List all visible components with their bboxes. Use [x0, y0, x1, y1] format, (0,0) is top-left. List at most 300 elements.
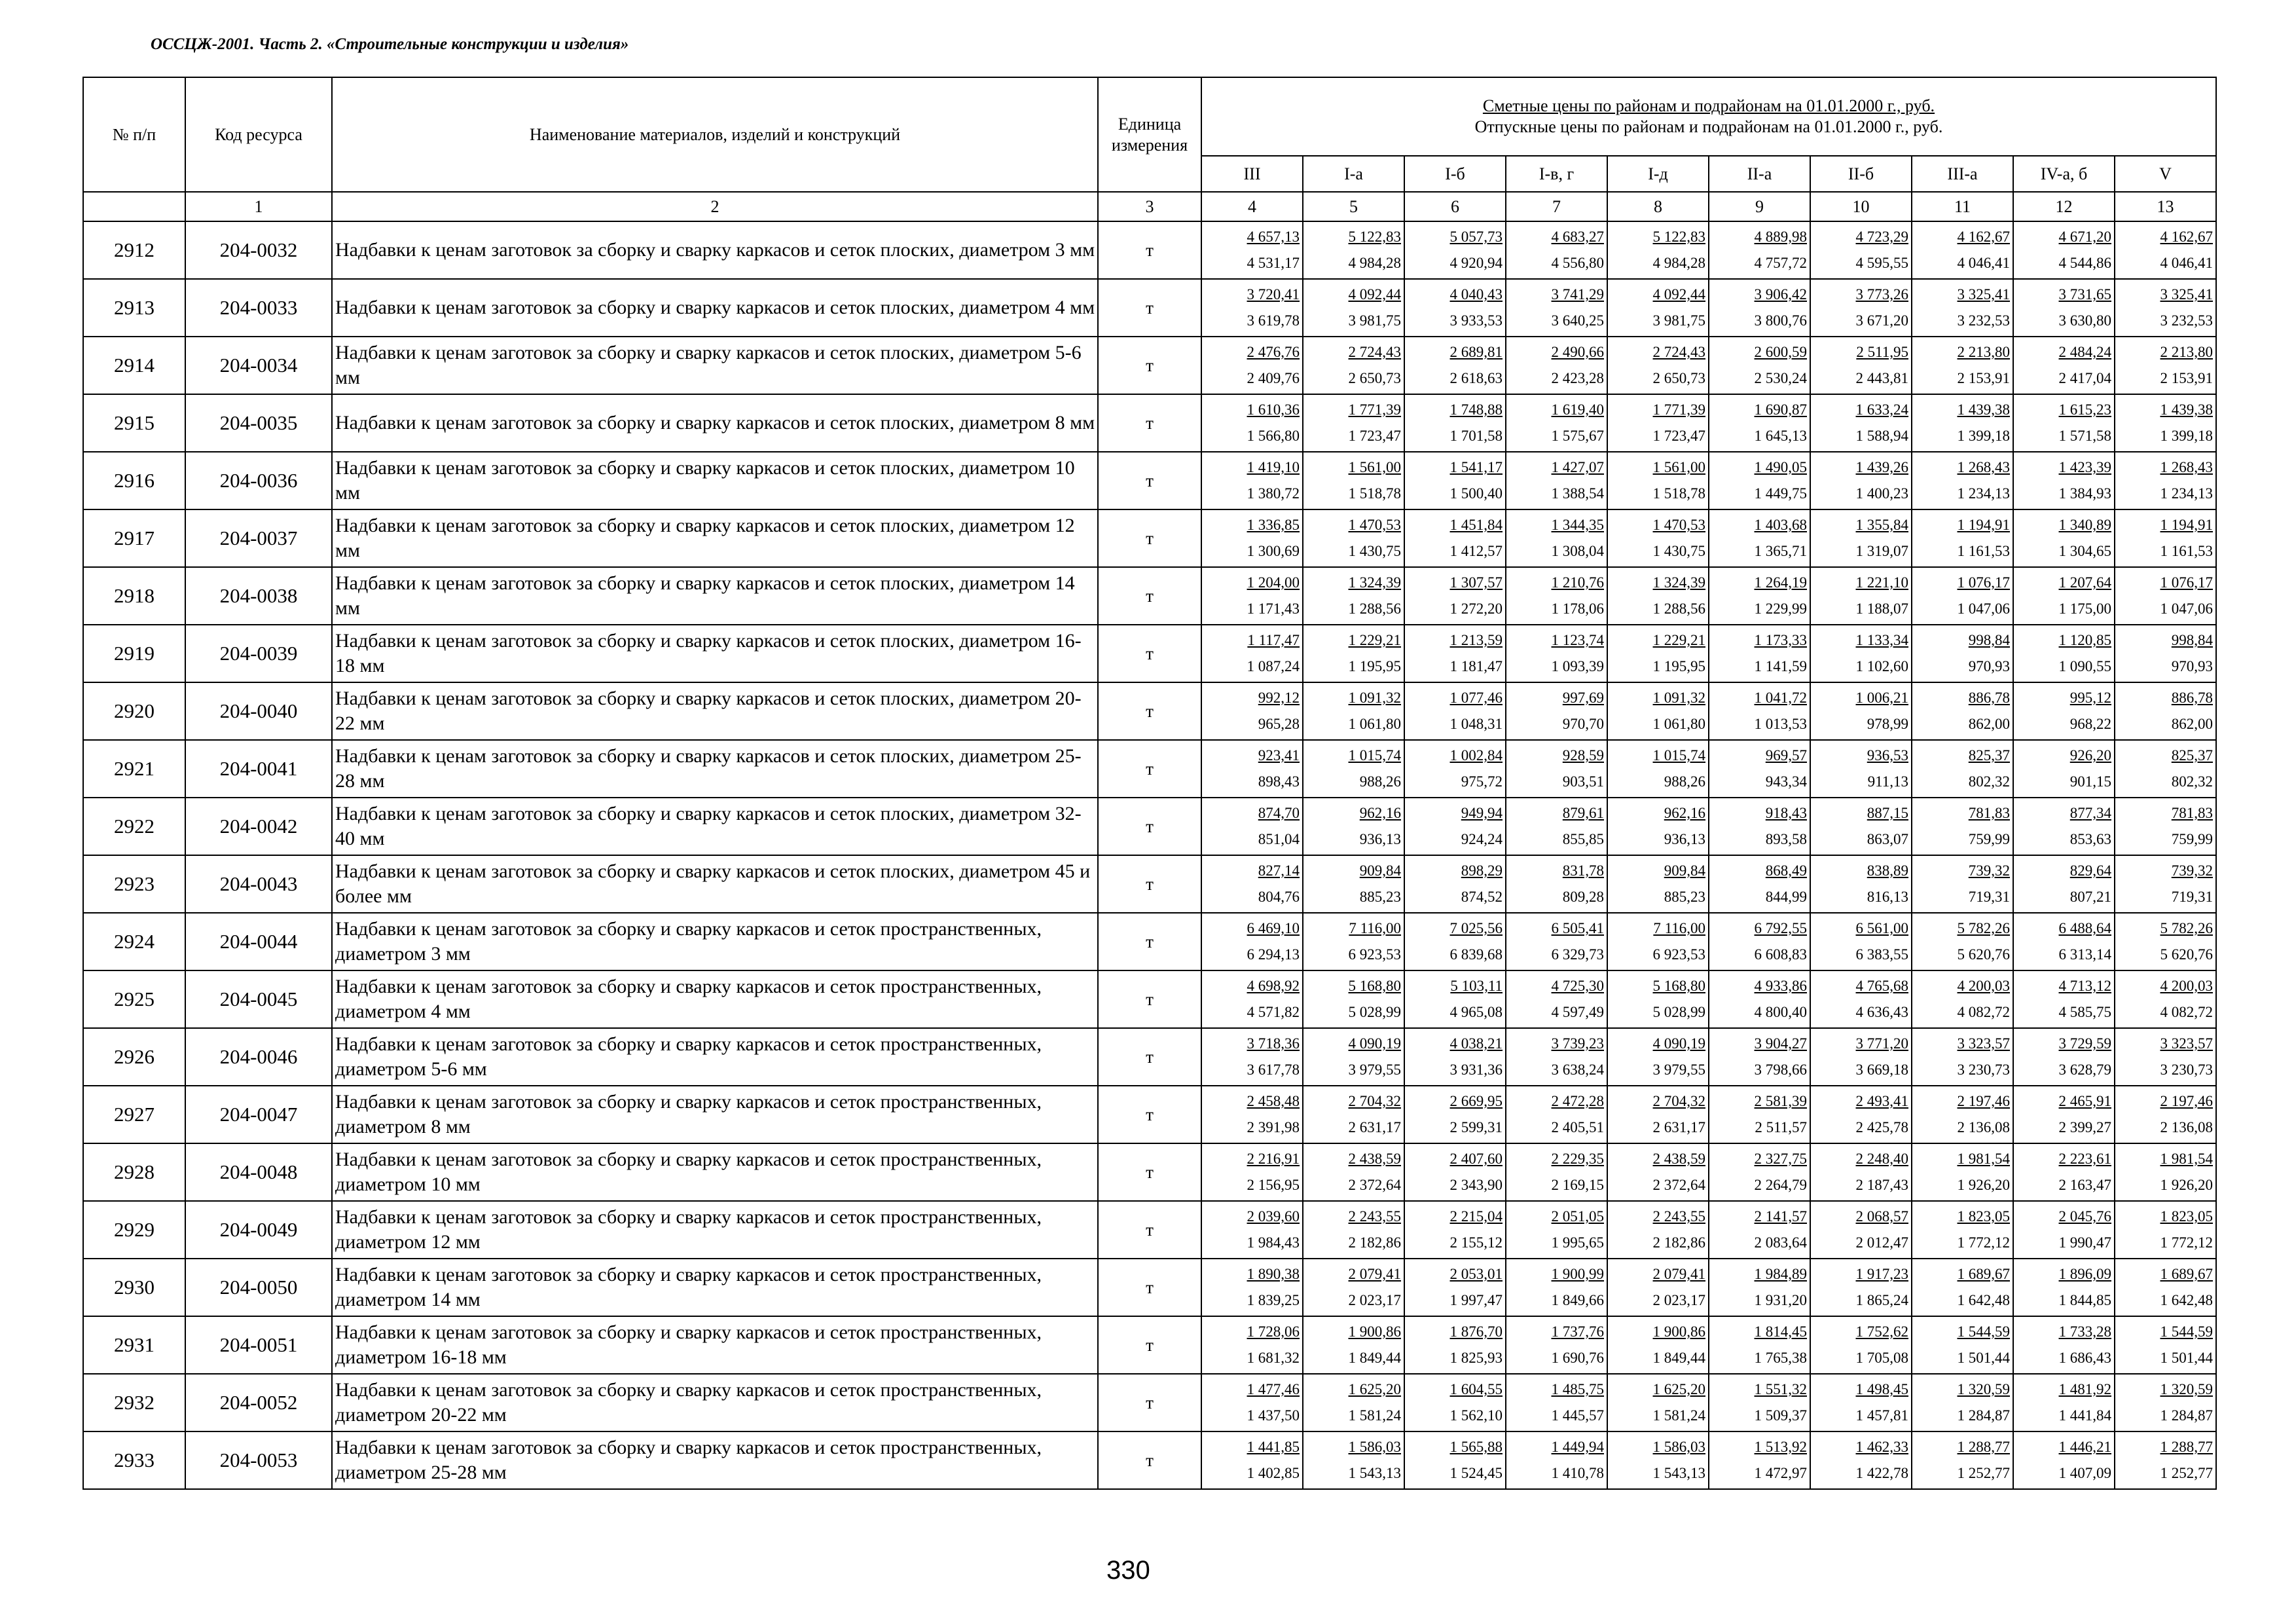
row-num: 2923: [83, 855, 185, 913]
header-colnum: 10: [1810, 192, 1912, 221]
release-price: 903,51: [1562, 773, 1604, 790]
price-cell: [1404, 1431, 1506, 1489]
price-cell: [1303, 1201, 1404, 1259]
estimate-price: 1 439,38: [2160, 401, 2213, 418]
release-price: 1 449,75: [1754, 485, 1807, 502]
price-cell: [1912, 567, 2013, 625]
release-price: 911,13: [1867, 773, 1908, 790]
price-cell: [1810, 855, 1912, 913]
release-price: 2 650,73: [1348, 370, 1401, 386]
estimate-price: 1 586,03: [1652, 1439, 1705, 1455]
header-code: Код ресурса: [185, 77, 332, 192]
header-colnum-blank: [83, 192, 185, 221]
estimate-price: 1 498,45: [1855, 1381, 1908, 1397]
estimate-price: 2 472,28: [1551, 1093, 1604, 1109]
estimate-price: 4 038,21: [1449, 1035, 1503, 1052]
release-price: 816,13: [1867, 889, 1908, 905]
price-cell: [1506, 913, 1607, 970]
release-price: 968,22: [2069, 716, 2111, 732]
release-price: 2 511,57: [1755, 1119, 1807, 1135]
price-cell: [1201, 1201, 1303, 1259]
price-cell: [1506, 337, 1607, 394]
row-name: Надбавки к ценам заготовок за сборку и сварку каркасов и сеток плоских, диаметром 12 мм: [332, 509, 1098, 567]
row-num: 2928: [83, 1143, 185, 1201]
estimate-price: 2 197,46: [1957, 1093, 2010, 1109]
release-price: 3 232,53: [1957, 312, 2010, 329]
estimate-price: 5 057,73: [1449, 229, 1503, 245]
row-num: 2916: [83, 452, 185, 509]
row-num: 2917: [83, 509, 185, 567]
header-prices-estimate: Сметные цены по районам и подрайонам на 01.01.2000 г., руб.: [1482, 96, 1935, 115]
release-price: 1 849,44: [1348, 1350, 1401, 1366]
row-unit: т: [1098, 1316, 1201, 1374]
estimate-price: 825,37: [1968, 747, 2010, 764]
row-num: 2918: [83, 567, 185, 625]
estimate-price: 2 053,01: [1449, 1266, 1503, 1282]
estimate-price: 3 906,42: [1754, 286, 1807, 303]
release-price: 1 642,48: [2160, 1292, 2213, 1308]
estimate-price: 1 015,74: [1652, 747, 1705, 764]
row-code: 204-0046: [185, 1028, 332, 1086]
release-price: 2 618,63: [1449, 370, 1503, 386]
price-cell: [1810, 798, 1912, 855]
release-price: 1 445,57: [1551, 1407, 1604, 1424]
price-cell: [1912, 798, 2013, 855]
estimate-price: 1 619,40: [1551, 401, 1604, 418]
price-cell: [1912, 1259, 2013, 1316]
release-price: 1 412,57: [1449, 543, 1503, 559]
release-price: 965,28: [1258, 716, 1300, 732]
release-price: 1 195,95: [1652, 658, 1705, 674]
price-cell: [1709, 1086, 1810, 1143]
release-price: 893,58: [1765, 831, 1807, 847]
header-colnum: 12: [2013, 192, 2115, 221]
estimate-price: 1 490,05: [1754, 459, 1807, 475]
estimate-price: 3 904,27: [1754, 1035, 1807, 1052]
release-price: 1 161,53: [1957, 543, 2010, 559]
release-price: 1 388,54: [1551, 485, 1604, 502]
price-cell: [1810, 682, 1912, 740]
price-cell: [1404, 740, 1506, 798]
price-cell: [1404, 221, 1506, 279]
header-prices: [1201, 77, 2216, 156]
release-price: 970,93: [1968, 658, 2010, 674]
price-cell: [1506, 394, 1607, 452]
price-cell: [2115, 1374, 2216, 1431]
table-row: [83, 1028, 2216, 1086]
price-cell: [2115, 740, 2216, 798]
estimate-price: 879,61: [1562, 805, 1604, 821]
release-price: 2 136,08: [2160, 1119, 2213, 1135]
release-price: 4 544,86: [2058, 255, 2111, 271]
row-num: 2924: [83, 913, 185, 970]
release-price: 1 441,84: [2058, 1407, 2111, 1424]
row-name: Надбавки к ценам заготовок за сборку и сварку каркасов и сеток плоских, диаметром 20-22 мм: [332, 682, 1098, 740]
row-code: 204-0038: [185, 567, 332, 625]
price-cell: [1912, 1316, 2013, 1374]
release-price: 1 288,56: [1348, 600, 1401, 617]
release-price: 851,04: [1258, 831, 1300, 847]
row-code: 204-0035: [185, 394, 332, 452]
row-code: 204-0042: [185, 798, 332, 855]
table-row: [83, 509, 2216, 567]
estimate-price: 886,78: [2171, 690, 2213, 706]
price-cell: [2013, 1028, 2115, 1086]
release-price: 2 136,08: [1957, 1119, 2010, 1135]
price-cell: [1912, 279, 2013, 337]
estimate-price: 4 657,13: [1247, 229, 1300, 245]
estimate-price: 7 025,56: [1449, 920, 1503, 936]
table-row: [83, 682, 2216, 740]
row-unit: т: [1098, 394, 1201, 452]
estimate-price: 1 561,00: [1652, 459, 1705, 475]
estimate-price: 4 723,29: [1855, 229, 1908, 245]
release-price: 1 705,08: [1855, 1350, 1908, 1366]
release-price: 3 798,66: [1754, 1061, 1807, 1078]
table-row: [83, 1374, 2216, 1431]
release-price: 1 319,07: [1855, 543, 1908, 559]
estimate-price: 1 427,07: [1551, 459, 1604, 475]
release-price: 1 234,13: [2160, 485, 2213, 502]
row-code: 204-0050: [185, 1259, 332, 1316]
price-cell: [1201, 798, 1303, 855]
price-cell: [2013, 279, 2115, 337]
price-cell: [2115, 567, 2216, 625]
release-price: 1 839,25: [1247, 1292, 1300, 1308]
estimate-price: 1 541,17: [1449, 459, 1503, 475]
price-cell: [2115, 682, 2216, 740]
price-cell: [1709, 970, 1810, 1028]
estimate-price: 4 040,43: [1449, 286, 1503, 303]
price-cell: [1709, 337, 1810, 394]
row-name: Надбавки к ценам заготовок за сборку и сварку каркасов и сеток плоских, диаметром 45 и более мм: [332, 855, 1098, 913]
release-price: 1 047,06: [2160, 600, 2213, 617]
release-price: 1 175,00: [2058, 600, 2111, 617]
release-price: 6 923,53: [1652, 946, 1705, 963]
release-price: 1 171,43: [1247, 600, 1300, 617]
release-price: 1 984,43: [1247, 1234, 1300, 1251]
price-cell: [1404, 1201, 1506, 1259]
row-name: Надбавки к ценам заготовок за сборку и сварку каркасов и сеток пространственных, диаметром 16-18 мм: [332, 1316, 1098, 1374]
price-cell: [1709, 913, 1810, 970]
price-cell: [1810, 970, 1912, 1028]
price-cell: [1709, 509, 1810, 567]
price-cell: [2013, 970, 2115, 1028]
price-cell: [1607, 1086, 1709, 1143]
price-cell: [2115, 1143, 2216, 1201]
price-cell: [1709, 682, 1810, 740]
estimate-price: 4 092,44: [1348, 286, 1401, 303]
price-cell: [1912, 970, 2013, 1028]
estimate-price: 2 079,41: [1348, 1266, 1401, 1282]
price-cell: [1607, 625, 1709, 682]
release-price: 4 920,94: [1449, 255, 1503, 271]
row-code: 204-0043: [185, 855, 332, 913]
release-price: 885,23: [1359, 889, 1401, 905]
estimate-price: 2 704,32: [1348, 1093, 1401, 1109]
price-cell: [1607, 567, 1709, 625]
release-price: 2 023,17: [1348, 1292, 1401, 1308]
header-colnum: 11: [1912, 192, 2013, 221]
estimate-price: 1 610,36: [1247, 401, 1300, 418]
release-price: 1 380,72: [1247, 485, 1300, 502]
estimate-price: 1 307,57: [1449, 574, 1503, 591]
release-price: 1 588,94: [1855, 428, 1908, 444]
price-cell: [2115, 1431, 2216, 1489]
estimate-price: 969,57: [1765, 747, 1807, 764]
estimate-price: 4 725,30: [1551, 978, 1604, 994]
release-price: 1 865,24: [1855, 1292, 1908, 1308]
release-price: 1 645,13: [1754, 428, 1807, 444]
row-name: Надбавки к ценам заготовок за сборку и сварку каркасов и сеток плоских, диаметром 8 мм: [332, 394, 1098, 452]
release-price: 844,99: [1765, 889, 1807, 905]
price-cell: [1912, 1143, 2013, 1201]
price-cell: [1607, 1143, 1709, 1201]
price-cell: [2115, 1316, 2216, 1374]
price-cell: [1303, 279, 1404, 337]
release-price: 1 437,50: [1247, 1407, 1300, 1424]
release-price: 3 230,73: [1957, 1061, 2010, 1078]
release-price: 2 023,17: [1652, 1292, 1705, 1308]
price-cell: [2115, 1086, 2216, 1143]
price-cell: [1404, 1374, 1506, 1431]
price-cell: [2115, 1259, 2216, 1316]
price-cell: [1506, 567, 1607, 625]
table-row: [83, 567, 2216, 625]
price-cell: [2013, 1086, 2115, 1143]
row-name: Надбавки к ценам заготовок за сборку и сварку каркасов и сеток плоских, диаметром 14 мм: [332, 567, 1098, 625]
estimate-price: 1 210,76: [1551, 574, 1604, 591]
release-price: 988,26: [1359, 773, 1401, 790]
release-price: 3 981,75: [1652, 312, 1705, 329]
estimate-price: 2 438,59: [1652, 1151, 1705, 1167]
release-price: 6 329,73: [1551, 946, 1604, 963]
price-cell: [1303, 682, 1404, 740]
estimate-price: 909,84: [1664, 862, 1705, 879]
release-price: 6 608,83: [1754, 946, 1807, 963]
price-cell: [1201, 337, 1303, 394]
price-cell: [1506, 1086, 1607, 1143]
release-price: 3 638,24: [1551, 1061, 1604, 1078]
price-cell: [2115, 798, 2216, 855]
table-row: [83, 740, 2216, 798]
price-cell: [1201, 682, 1303, 740]
price-cell: [1506, 1201, 1607, 1259]
price-cell: [1303, 567, 1404, 625]
release-price: 1 566,80: [1247, 428, 1300, 444]
release-price: 3 232,53: [2160, 312, 2213, 329]
release-price: 3 931,36: [1449, 1061, 1503, 1078]
release-price: 2 391,98: [1247, 1119, 1300, 1135]
release-price: 1 141,59: [1754, 658, 1807, 674]
price-cell: [1404, 970, 1506, 1028]
release-price: 2 343,90: [1449, 1177, 1503, 1193]
row-num: 2926: [83, 1028, 185, 1086]
price-cell: [1912, 682, 2013, 740]
estimate-price: 6 792,55: [1754, 920, 1807, 936]
estimate-price: 825,37: [2171, 747, 2213, 764]
price-cell: [1303, 913, 1404, 970]
price-cell: [2013, 855, 2115, 913]
price-cell: [1201, 1374, 1303, 1431]
release-price: 970,70: [1562, 716, 1604, 732]
release-price: 5 620,76: [2160, 946, 2213, 963]
estimate-price: 2 511,95: [1856, 344, 1908, 360]
row-unit: т: [1098, 1201, 1201, 1259]
price-cell: [1201, 625, 1303, 682]
price-cell: [1709, 855, 1810, 913]
price-cell: [2013, 740, 2115, 798]
estimate-price: 4 162,67: [1957, 229, 2010, 245]
estimate-price: 1 477,46: [1247, 1381, 1300, 1397]
release-price: 1 102,60: [1855, 658, 1908, 674]
row-num: 2933: [83, 1431, 185, 1489]
price-cell: [1709, 740, 1810, 798]
price-cell: [2115, 1201, 2216, 1259]
price-cell: [1709, 1431, 1810, 1489]
release-price: 1 229,99: [1754, 600, 1807, 617]
estimate-price: 1 823,05: [1957, 1208, 2010, 1225]
header-region: I-б: [1404, 156, 1506, 192]
release-price: 4 585,75: [2058, 1004, 2111, 1020]
price-cell: [1912, 221, 2013, 279]
release-price: 862,00: [1968, 716, 2010, 732]
estimate-price: 1 917,23: [1855, 1266, 1908, 1282]
row-name: Надбавки к ценам заготовок за сборку и сварку каркасов и сеток плоских, диаметром 16-18 мм: [332, 625, 1098, 682]
price-cell: [1607, 279, 1709, 337]
estimate-price: 1 423,39: [2058, 459, 2111, 475]
header-colnum: 2: [332, 192, 1098, 221]
estimate-price: 2 079,41: [1652, 1266, 1705, 1282]
estimate-price: 1 900,86: [1652, 1323, 1705, 1340]
release-price: 4 757,72: [1754, 255, 1807, 271]
release-price: 898,43: [1258, 773, 1300, 790]
price-cell: [1810, 509, 1912, 567]
release-price: 1 422,78: [1855, 1465, 1908, 1481]
price-cell: [1404, 798, 1506, 855]
release-price: 1 402,85: [1247, 1465, 1300, 1481]
estimate-price: 1 981,54: [1957, 1151, 2010, 1167]
release-price: 2 409,76: [1247, 370, 1300, 386]
row-code: 204-0032: [185, 221, 332, 279]
release-price: 719,31: [1968, 889, 2010, 905]
release-price: 1 543,13: [1652, 1465, 1705, 1481]
price-cell: [1201, 567, 1303, 625]
row-num: 2913: [83, 279, 185, 337]
price-cell: [1912, 913, 2013, 970]
row-code: 204-0033: [185, 279, 332, 337]
price-cell: [1506, 509, 1607, 567]
release-price: 3 981,75: [1348, 312, 1401, 329]
row-unit: т: [1098, 452, 1201, 509]
estimate-price: 2 407,60: [1449, 1151, 1503, 1167]
estimate-price: 4 162,67: [2160, 229, 2213, 245]
estimate-price: 1 041,72: [1754, 690, 1807, 706]
header-colnum: 4: [1201, 192, 1303, 221]
row-num: 2919: [83, 625, 185, 682]
estimate-price: 2 581,39: [1754, 1093, 1807, 1109]
price-cell: [2013, 1143, 2115, 1201]
estimate-price: 1 565,88: [1449, 1439, 1503, 1455]
row-name: Надбавки к ценам заготовок за сборку и сварку каркасов и сеток пространственных, диаметром 10 мм: [332, 1143, 1098, 1201]
estimate-price: 898,29: [1461, 862, 1503, 879]
price-cell: [1506, 1028, 1607, 1086]
release-price: 4 597,49: [1551, 1004, 1604, 1020]
release-price: 2 155,12: [1449, 1234, 1503, 1251]
estimate-price: 1 229,21: [1652, 632, 1705, 648]
price-cell: [1810, 279, 1912, 337]
release-price: 3 979,55: [1652, 1061, 1705, 1078]
estimate-price: 923,41: [1258, 747, 1300, 764]
release-price: 1 047,06: [1957, 600, 2010, 617]
row-name: Надбавки к ценам заготовок за сборку и сварку каркасов и сеток плоских, диаметром 3 мм: [332, 221, 1098, 279]
release-price: 4 595,55: [1855, 255, 1908, 271]
estimate-price: 1 615,23: [2058, 401, 2111, 418]
price-table: [82, 77, 2217, 1490]
header-colnum: 7: [1506, 192, 1607, 221]
row-unit: т: [1098, 913, 1201, 970]
row-name: Надбавки к ценам заготовок за сборку и сварку каркасов и сеток плоских, диаметром 4 мм: [332, 279, 1098, 337]
row-num: 2915: [83, 394, 185, 452]
estimate-price: 1 264,19: [1754, 574, 1807, 591]
price-cell: [1912, 1201, 2013, 1259]
header-unit: Единица измерения: [1098, 77, 1201, 192]
estimate-price: 1 194,91: [2160, 517, 2213, 533]
estimate-price: 1 981,54: [2160, 1151, 2213, 1167]
estimate-price: 1 771,39: [1652, 401, 1705, 418]
price-cell: [2115, 913, 2216, 970]
release-price: 2 372,64: [1652, 1177, 1705, 1193]
estimate-price: 838,89: [1867, 862, 1908, 879]
row-code: 204-0053: [185, 1431, 332, 1489]
release-price: 1 690,76: [1551, 1350, 1604, 1366]
estimate-price: 1 076,17: [2160, 574, 2213, 591]
release-price: 1 457,81: [1855, 1407, 1908, 1424]
estimate-price: 2 141,57: [1754, 1208, 1807, 1225]
estimate-price: 4 683,27: [1551, 229, 1604, 245]
price-cell: [1201, 1259, 1303, 1316]
price-cell: [1506, 625, 1607, 682]
release-price: 1 399,18: [1957, 428, 2010, 444]
row-unit: т: [1098, 970, 1201, 1028]
estimate-price: 1 689,67: [1957, 1266, 2010, 1282]
estimate-price: 1 890,38: [1247, 1266, 1300, 1282]
price-cell: [1912, 1028, 2013, 1086]
estimate-price: 5 168,80: [1652, 978, 1705, 994]
price-cell: [1201, 452, 1303, 509]
row-unit: т: [1098, 855, 1201, 913]
release-price: 3 800,76: [1754, 312, 1807, 329]
price-cell: [1201, 1431, 1303, 1489]
release-price: 1 844,85: [2058, 1292, 2111, 1308]
release-price: 1 825,93: [1449, 1350, 1503, 1366]
price-cell: [2115, 970, 2216, 1028]
release-price: 2 399,27: [2058, 1119, 2111, 1135]
estimate-price: 2 229,35: [1551, 1151, 1604, 1167]
release-price: 2 631,17: [1652, 1119, 1705, 1135]
estimate-price: 4 092,44: [1652, 286, 1705, 303]
release-price: 2 153,91: [1957, 370, 2010, 386]
row-num: 2927: [83, 1086, 185, 1143]
price-cell: [1607, 913, 1709, 970]
estimate-price: 1 288,77: [1957, 1439, 2010, 1455]
release-price: 1 430,75: [1652, 543, 1705, 559]
release-price: 2 372,64: [1348, 1177, 1401, 1193]
row-code: 204-0039: [185, 625, 332, 682]
row-num: 2912: [83, 221, 185, 279]
release-price: 885,23: [1664, 889, 1705, 905]
release-price: 1 701,58: [1449, 428, 1503, 444]
